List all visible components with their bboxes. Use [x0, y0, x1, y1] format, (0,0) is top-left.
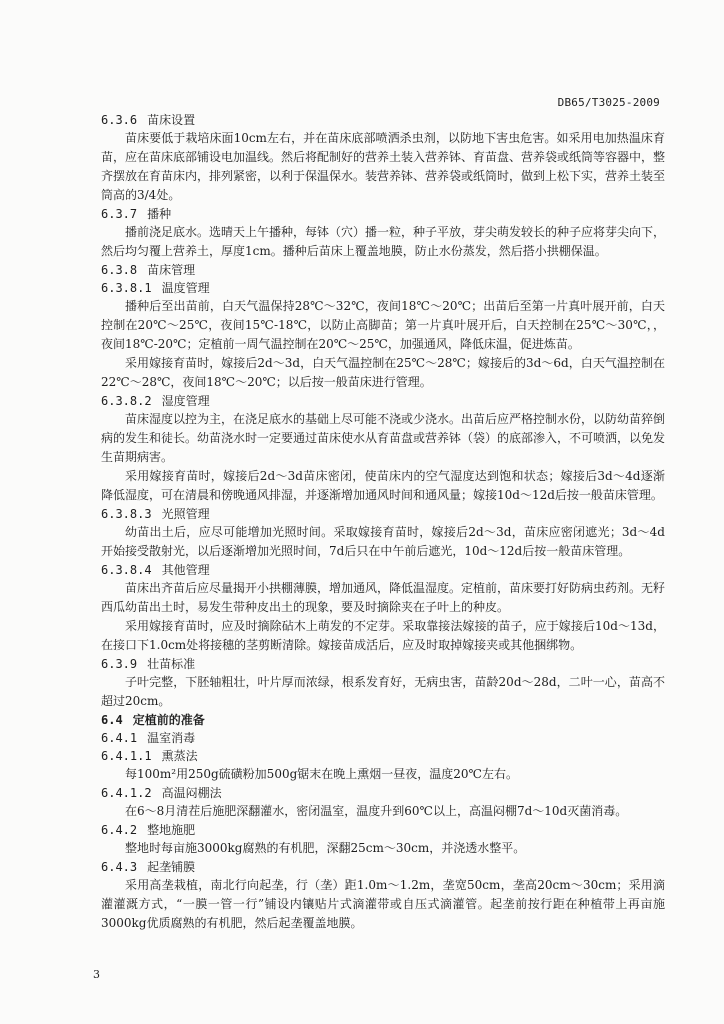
section-number: 6.4.1.2	[101, 786, 152, 800]
section-number: 6.4	[101, 713, 123, 727]
section-heading	[101, 784, 665, 802]
section-number: 6.4.2	[101, 823, 138, 837]
section-heading	[101, 392, 665, 410]
section-title: 熏蒸法	[161, 749, 198, 763]
section-title: 定植前的准备	[132, 713, 205, 727]
section-heading	[101, 747, 665, 765]
body-paragraph: 采用高垄栽植，南北行向起垄，行（垄）距1.0m～1.2m，垄宽50cm，垄高20cm～30cm；采用滴灌灌溉方式，“一膜一管一行”铺设内镶贴片式滴灌带或自压式滴灌管。起垄前按行距在种植带上再亩施3000kg优质腐熟的有机肥，然后起垄覆盖地膜。	[101, 878, 665, 930]
section-number: 6.3.8	[101, 263, 138, 277]
section-number: 6.3.7	[101, 207, 138, 221]
section-number: 6.3.8.4	[101, 563, 152, 577]
section-heading	[101, 261, 665, 279]
body-paragraph: 整地时每亩施3000kg腐熟的有机肥，深翻25cm～30cm，并浇透水整平。	[125, 841, 526, 855]
document-body	[101, 111, 665, 933]
body-paragraph: 采用嫁接育苗时，嫁接后2d～3d，白天气温控制在25℃～28℃；嫁接后的3d～6d，白天气温控制在22℃～28℃，夜间18℃～20℃；以后按一般苗床进行管理。	[101, 356, 665, 389]
section-title: 苗床管理	[147, 263, 196, 277]
section-heading	[101, 111, 665, 129]
section-heading	[101, 505, 665, 523]
body-paragraph: 采用嫁接育苗时，嫁接后2d～3d苗床密闭，使苗床内的空气湿度达到饱和状态；嫁接后3d～4d逐渐降低湿度，可在清晨和傍晚通风排湿，并逐渐增加通风时间和通风量；嫁接10d～12d后按一般苗床管理。	[101, 469, 665, 502]
section-title: 整地施肥	[147, 823, 196, 837]
section-title: 湿度管理	[161, 394, 210, 408]
section-heading	[101, 561, 665, 579]
section-number: 6.3.8.2	[101, 394, 152, 408]
body-paragraph: 播种后至出苗前，白天气温保持28℃～32℃，夜间18℃～20℃；出苗后至第一片真叶展开前，白天控制在20℃～25℃，夜间15℃-18℃，以防止高脚苗；第一片真叶展开后，白天控制在25℃～30℃，，夜间18℃-20℃；定植前一周气温控制在20℃～25℃，加强通风，降低床温，促进炼苗。	[101, 299, 665, 351]
body-paragraph: 子叶完整，下胚轴粗壮，叶片厚而浓绿，根系发育好，无病虫害，苗龄20d～28d，二叶一心，苗高不超过20cm。	[101, 675, 665, 708]
section-title: 壮苗标准	[147, 657, 196, 671]
section-number: 6.3.9	[101, 657, 138, 671]
section-heading	[101, 655, 665, 673]
body-paragraph: 播前浇足底水。选晴天上午播种，每钵（穴）播一粒，种子平放，芽尖萌发较长的种子应将芽尖向下，然后均匀覆上营养土，厚度1cm。播种后苗床上覆盖地膜，防止水份蒸发，然后搭小拱棚保温。	[101, 225, 666, 258]
section-title: 温室消毒	[147, 731, 196, 745]
document-code: DB65/T3025-2009	[557, 96, 660, 109]
section-number: 6.3.6	[101, 113, 138, 127]
body-paragraph: 幼苗出土后，应尽可能增加光照时间。采取嫁接育苗时，嫁接后2d～3d，苗床应密闭遮光；3d～4d开始接受散射光，以后逐渐增加光照时间，7d后只在中午前后遮光，10d～12d后按一般苗床管理。	[101, 525, 665, 558]
body-paragraph: 在6～8月清茬后施肥深翻灌水，密闭温室，温度升到60℃以上，高温闷棚7d～10d灭菌消毒。	[125, 804, 628, 818]
section-title: 光照管理	[161, 507, 210, 521]
section-number: 6.4.1.1	[101, 749, 152, 763]
section-heading	[101, 711, 665, 729]
section-title: 高温闷棚法	[161, 786, 222, 800]
section-number: 6.4.3	[101, 860, 138, 874]
section-heading	[101, 279, 665, 297]
section-number: 6.4.1	[101, 731, 138, 745]
body-paragraph: 每100m²用250g硫磺粉加500g锯末在晚上熏烟一昼夜，温度20℃左右。	[125, 767, 518, 781]
section-title: 苗床设置	[147, 113, 196, 127]
body-paragraph: 采用嫁接育苗时，应及时摘除砧木上萌发的不定芽。采取靠接法嫁接的苗子，应于嫁接后10d～13d，在接口下1.0cm处将接穗的茎剪断清除。嫁接苗成活后，应及时取掉嫁接夹或其他捆绑物。	[101, 619, 665, 652]
page-number: 3	[93, 968, 100, 981]
section-heading	[101, 821, 665, 839]
section-title: 播种	[147, 207, 172, 221]
section-number: 6.3.8.3	[101, 507, 152, 521]
section-heading	[101, 205, 665, 223]
body-paragraph: 苗床湿度以控为主，在浇足底水的基础上尽可能不浇或少浇水。出苗后应严格控制水份，以防幼苗猝倒病的发生和徒长。幼苗浇水时一定要通过苗床使水从育苗盘或营养钵（袋）的底部渗入，不可喷洒，以免发生苗期病害。	[101, 412, 666, 464]
body-paragraph: 苗床出齐苗后应尽量揭开小拱棚薄膜，增加通风，降低温湿度。定植前，苗床要打好防病虫药剂。无籽西瓜幼苗出土时，易发生带种皮出土的现象，要及时摘除夹在子叶上的种皮。	[101, 581, 666, 614]
section-title: 温度管理	[161, 281, 210, 295]
section-title: 其他管理	[161, 563, 210, 577]
body-paragraph: 苗床要低于栽培床面10cm左右，并在苗床底部喷洒杀虫剂，以防地下害虫危害。如采用电加热温床育苗，应在苗床底部铺设电加温线。然后将配制好的营养土装入营养钵、育苗盘、营养袋或纸筒等容器中，整齐摆放在育苗床内，排列紧密，以利于保温保水。装营养钵、营养袋或纸筒时，做到上松下实，营养土装至筒高的3/4处。	[101, 131, 666, 202]
section-number: 6.3.8.1	[101, 281, 152, 295]
section-title: 起垄铺膜	[147, 860, 196, 874]
section-heading	[101, 729, 665, 747]
section-heading	[101, 858, 665, 876]
